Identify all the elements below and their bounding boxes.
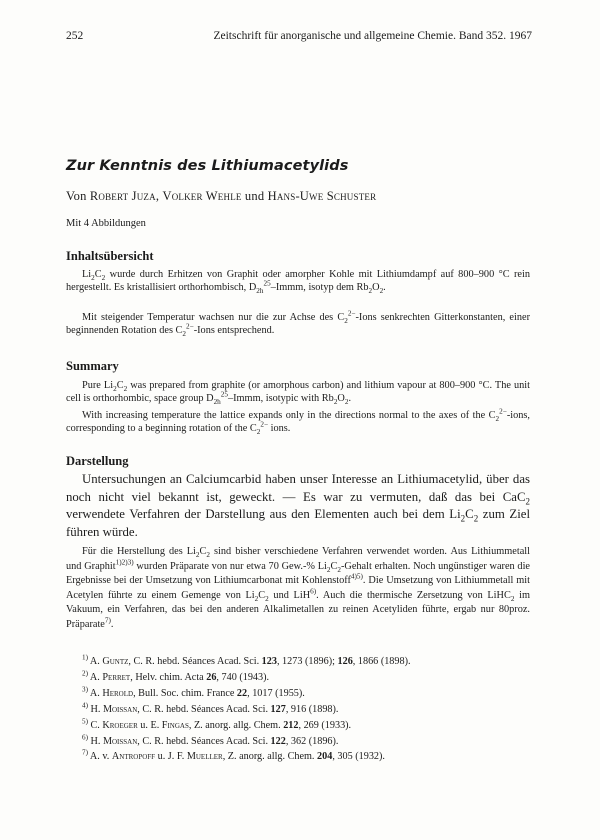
german-abstract-paragraph-2: Mit steigender Temperatur wachsen nur die zur Achse des $C_2^{2-}$-Ions senkrechten Gitterkonstanten, einer beginnenden Rotation des $C_2^{2-}$-Ions entsprechend. [66,309,531,339]
author-separator: , [155,189,163,203]
english-summary-paragraph-1: Pure $Li_2C_2$ was prepared from graphite (or amorphous carbon) and lithium vapour at 800–900 °C. The unit cell is orthorhombic, space group $D_{2h}^{25}$–Immm, isotypic with $Rb_2O_2$. [66,380,530,407]
section-heading-inhalt: Inhaltsübersicht [66,249,154,263]
footnote-6: $^{6)}$ H. Moissan, C. R. hebd. Séances Acad. Sci. 122, 362 (1896). [82,733,339,747]
english-summary-paragraph-2: With increasing temperature the lattice expands only in the directions normal to the axes of the $C_2^{2-}$-ions, corresponding to a beginning rotation of the $C_2^{2-}$ ions. [66,407,530,437]
darstellung-paragraph-2: Für die Herstellung des $Li_2C_2$ sind bisher verschiedene Verfahren verwendet worden. Aus Lithiummetall und Graphit$^{1)2)3)}$ wurden Präparate von nur etwa 70 Gew.-% $Li_2C_2$-Gehalt erhalten. Noch ungünstiger waren die Ergebnisse bei der Umsetzung von Lithiumcarbonat mit Kohlenstoff$^{4)5)}$. Die Umsetzung von Lithiummetall mit Acetylen führte zu einem Gemenge von $Li_2C_2$ und LiH$^{6)}$. Auch die thermische Zersetzung von LiHC$_2$ im Vakuum, ein Verfahren, das bei den anderen Alkalimetallen zu reinen Acetyliden führte, ergab nur 80proz. Präparate$^{7)}$. [66,546,531,630]
footnote-1: $^{1)}$ A. Guntz, C. R. hebd. Séances Acad. Sci. 123, 1273 (1896); 126, 1866 (1898). [82,653,411,667]
footnote-7: $^{7)}$ A. v. Antropoff u. J. F. Mueller, Z. anorg. allg. Chem. 204, 305 (1932). [82,749,385,763]
footnote-5: $^{5)}$ C. Kroeger u. E. Fingas, Z. anorg. allg. Chem. 212, 269 (1933). [82,717,352,731]
footnote-4: $^{4)}$ H. Moissan, C. R. hebd. Séances Acad. Sci. 127, 916 (1898). [82,701,339,715]
article-title: Zur Kenntnis des Lithiumacetylids [66,158,349,174]
author-line [66,189,376,204]
journal-citation: Zeitschrift für anorganische und allgemeine Chemie. Band 352. 1967 [213,30,532,42]
footnote-3: $^{3)}$ A. Herold, Bull. Soc. chim. France 22, 1017 (1955). [82,685,305,699]
page-number: 252 [66,30,84,42]
author-wehle: Volker Wehle [162,189,242,203]
footnote-2: $^{2)}$ A. Perret, Helv. chim. Acta 26, 740 (1943). [82,669,270,683]
byline-prefix: Von [66,189,90,203]
darstellung-paragraph-1: Untersuchungen an Calciumcarbid haben unser Interesse an Lithiumacetylid, über das noch nicht viel bekannt ist, geweckt. — Es war zu vermuten, daß das bei CaC$_2$ verwendete Verfahren der Darstellung aus den Elementen auch bei dem $Li_2C_2$ zum Ziel führen würde. [66,472,531,539]
figures-note: Mit 4 Abbildungen [66,218,146,229]
german-abstract-paragraph-1: $Li_2C_2$ wurde durch Erhitzen von Graphit oder amorpher Kohle mit Lithiumdampf auf 800–900 °C rein hergestellt. Es kristallisiert orthorhombisch, $D_{2h}^{25}$–Immm, isotyp dem $Rb_2O_2$. [66,269,530,296]
author-separator: und [241,189,268,203]
author-schuster: Hans-Uwe Schuster [267,189,377,203]
section-heading-summary: Summary [66,359,119,373]
footnote-list [82,654,530,765]
section-heading-darstellung: Darstellung [66,454,129,468]
author-juza: Robert Juza [89,189,156,203]
